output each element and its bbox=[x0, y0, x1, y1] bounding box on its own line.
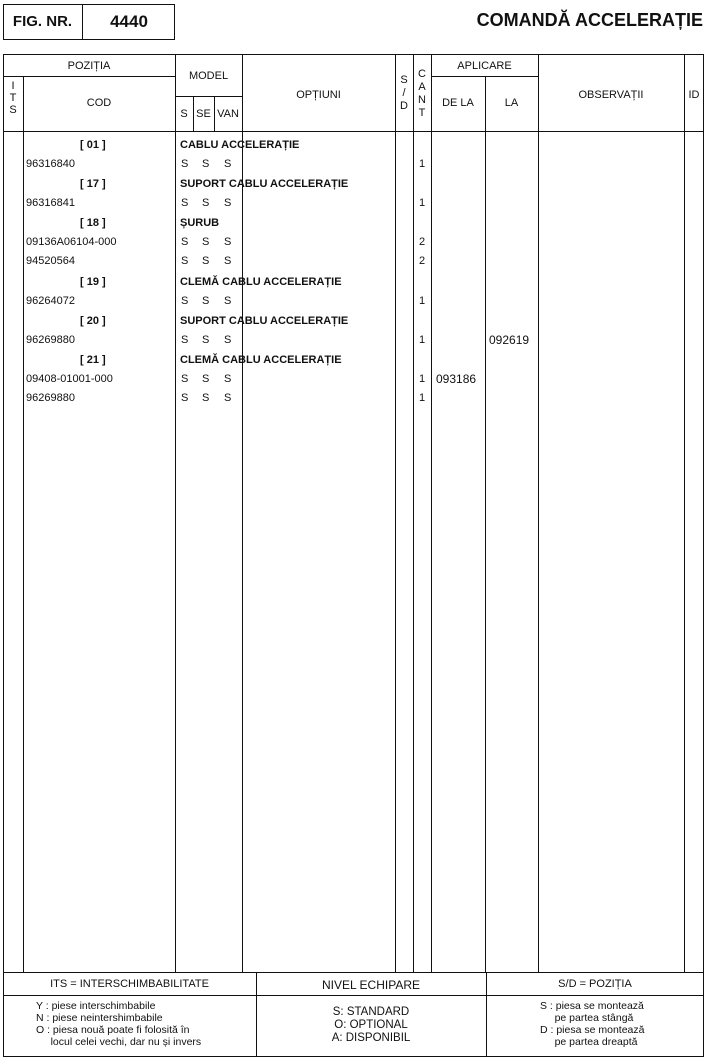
model-se: S bbox=[202, 255, 210, 267]
model-se: S bbox=[202, 295, 210, 307]
quantity: 1 bbox=[419, 158, 426, 170]
col-cod: COD bbox=[86, 97, 112, 109]
model-van: S bbox=[224, 158, 232, 170]
position-number: [ 01 ] bbox=[80, 139, 106, 151]
model-se: S bbox=[202, 197, 210, 209]
col-its: I T S bbox=[9, 80, 17, 116]
part-code: 09136A06104-000 bbox=[26, 236, 117, 248]
part-code: 94520564 bbox=[26, 255, 75, 267]
applies-to: 092619 bbox=[489, 333, 530, 347]
quantity: 1 bbox=[419, 295, 426, 307]
quantity: 1 bbox=[419, 334, 426, 346]
model-se: S bbox=[202, 392, 210, 404]
part-code: 96264072 bbox=[26, 295, 75, 307]
parts-table-frame bbox=[3, 54, 704, 1057]
model-van: S bbox=[224, 392, 232, 404]
col-sd: S / D bbox=[400, 74, 408, 112]
quantity: 2 bbox=[419, 255, 426, 267]
model-s: S bbox=[181, 255, 189, 267]
model-van: S bbox=[224, 236, 232, 248]
quantity: 1 bbox=[419, 197, 426, 209]
position-number: [ 17 ] bbox=[80, 178, 106, 190]
group-name: CABLU ACCELERAȚIE bbox=[180, 139, 300, 151]
col-cant: C A N T bbox=[418, 68, 426, 119]
model-van: S bbox=[224, 295, 232, 307]
group-name: CLEMĂ CABLU ACCELERAȚIE bbox=[180, 276, 342, 288]
group-name: SUPORT CABLU ACCELERAȚIE bbox=[180, 178, 349, 190]
model-s: S bbox=[181, 158, 189, 170]
part-code: 09408-01001-000 bbox=[26, 373, 113, 385]
its-legend: Y : piese interschimbabile N : piese neintershimbabile O : piesa nouă poate fi folosită în locul celei vechi, dar nu și invers bbox=[36, 1000, 202, 1048]
col-model-s: S bbox=[180, 108, 188, 120]
col-pozitia: POZIȚIA bbox=[67, 60, 111, 72]
position-legend-title: S/D = POZIȚIA bbox=[558, 978, 632, 990]
col-optiuni: OPȚIUNI bbox=[296, 89, 341, 101]
model-van: S bbox=[224, 197, 232, 209]
part-code: 96269880 bbox=[26, 392, 75, 404]
quantity: 2 bbox=[419, 236, 426, 248]
model-s: S bbox=[181, 334, 189, 346]
applies-from: 093186 bbox=[436, 372, 477, 386]
model-s: S bbox=[181, 373, 189, 385]
model-s: S bbox=[181, 392, 189, 404]
part-code: 96269880 bbox=[26, 334, 75, 346]
model-se: S bbox=[202, 236, 210, 248]
model-van: S bbox=[224, 255, 232, 267]
its-legend-title: ITS = INTERSCHIMBABILITATE bbox=[50, 978, 209, 990]
col-model: MODEL bbox=[188, 70, 229, 82]
group-name: ȘURUB bbox=[180, 217, 220, 229]
model-s: S bbox=[181, 236, 189, 248]
position-legend: S : piesa se montează pe partea stângă D : piesa se montează pe partea dreaptă bbox=[540, 1000, 645, 1048]
model-se: S bbox=[202, 373, 210, 385]
col-observatii: OBSERVAȚII bbox=[578, 89, 644, 101]
model-s: S bbox=[181, 295, 189, 307]
position-number: [ 19 ] bbox=[80, 276, 106, 288]
col-aplicare: APLICARE bbox=[457, 60, 512, 72]
equipment-level-title: NIVEL ECHIPARE bbox=[321, 978, 421, 992]
figure-label: FIG. NR. bbox=[3, 4, 83, 40]
model-se: S bbox=[202, 334, 210, 346]
quantity: 1 bbox=[419, 392, 426, 404]
group-name: CLEMĂ CABLU ACCELERAȚIE bbox=[180, 354, 342, 366]
part-code: 96316841 bbox=[26, 197, 75, 209]
quantity: 1 bbox=[419, 373, 426, 385]
col-id: ID bbox=[688, 89, 700, 101]
equipment-level-legend: S: STANDARD O: OPTIONAL A: DISPONIBIL bbox=[331, 1006, 411, 1044]
model-van: S bbox=[224, 334, 232, 346]
group-name: SUPORT CABLU ACCELERAȚIE bbox=[180, 315, 349, 327]
model-se: S bbox=[202, 158, 210, 170]
page-title: COMANDĂ ACCELERAȚIE bbox=[476, 10, 703, 30]
position-number: [ 18 ] bbox=[80, 217, 106, 229]
col-model-se: SE bbox=[196, 108, 211, 120]
figure-number: 4440 bbox=[110, 12, 148, 31]
part-code: 96316840 bbox=[26, 158, 75, 170]
position-number: [ 20 ] bbox=[80, 315, 106, 327]
position-number: [ 21 ] bbox=[80, 354, 106, 366]
col-la: LA bbox=[504, 97, 519, 109]
model-s: S bbox=[181, 197, 189, 209]
model-van: S bbox=[224, 373, 232, 385]
col-de-la: DE LA bbox=[442, 97, 474, 109]
col-model-van: VAN bbox=[217, 108, 239, 120]
